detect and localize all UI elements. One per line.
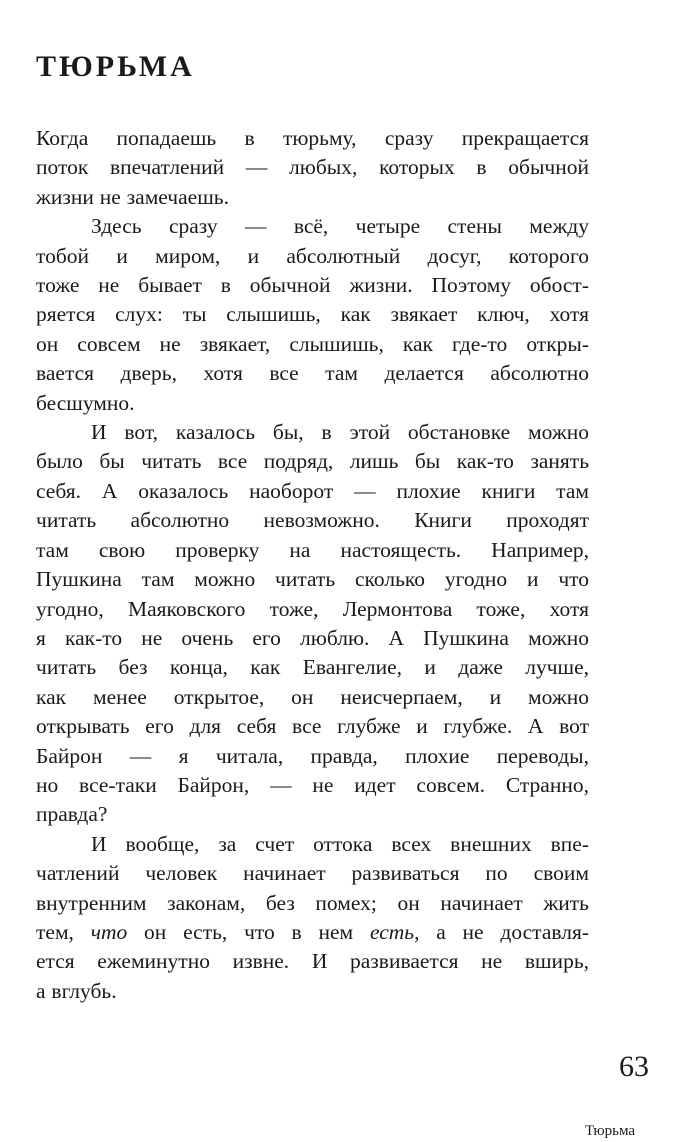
running-footer: Тюрьма (584, 1123, 635, 1139)
text-line: было бы читать все подряд, лишь бы как-то занять (36, 449, 589, 474)
text-line-with-italics (36, 918, 589, 947)
text-line: себя. А оказалось наоборот — плохие книги там (36, 478, 589, 503)
text-fragment: , а не доставля- (414, 919, 590, 944)
text-line: но все-таки Байрон, — не идет совсем. Странно, (36, 772, 589, 797)
text-line: чатлений человек начинает развиваться по своим (36, 861, 589, 886)
text-line: Когда попадаешь в тюрьму, сразу прекращается (36, 126, 589, 150)
text-line: я как-то не очень его люблю. А Пушкина можно (36, 625, 589, 650)
text-line: ется ежеминутно извне. И развивается не вширь, (36, 949, 589, 974)
text-line: он совсем не звякает, слышишь, как где-то откры- (36, 331, 589, 356)
text-line: как менее открытое, он неисчерпаем, и можно (36, 684, 589, 709)
text-line: там свою проверку на настоящесть. Например, (36, 537, 589, 562)
body-text (36, 124, 589, 1006)
text-line: правда? (36, 802, 108, 827)
text-line: ряется слух: ты слышишь, как звякает ключ, хотя (36, 302, 589, 327)
chapter-title: ТЮРЬМА (36, 50, 195, 83)
text-fragment: он есть, что в нем (127, 919, 370, 944)
text-line: Здесь сразу — всё, четыре стены между (91, 214, 589, 239)
text-line: И вообще, за счет оттока всех внешних впе- (91, 831, 589, 856)
italic-emphasis: что (90, 919, 128, 944)
text-line: угодно, Маяковского тоже, Лермонтова тоже, хотя (36, 596, 589, 621)
text-line: а вглубь. (36, 978, 117, 1003)
text-line: Байрон — я читала, правда, плохие переводы, (36, 743, 589, 768)
text-line: поток впечатлений — любых, которых в обычной (36, 155, 589, 180)
page-number: 63 (619, 1050, 649, 1083)
italic-emphasis: есть (369, 919, 415, 944)
text-line: вается дверь, хотя все там делается абсолютно (36, 361, 589, 386)
text-line: открывать его для себя все глубже и глубже. А вот (36, 714, 589, 739)
text-line: Пушкина там можно читать сколько угодно и что (36, 567, 589, 592)
text-line: тоже не бывает в обычной жизни. Поэтому обост- (36, 273, 589, 298)
text-line: читать без конца, как Евангелие, и даже лучше, (36, 655, 589, 680)
text-line: И вот, казалось бы, в этой обстановке можно (91, 420, 589, 445)
text-line: жизни не замечаешь. (36, 184, 229, 209)
text-line: бесшумно. (36, 390, 135, 415)
text-line: тобой и миром, и абсолютный досуг, которого (36, 243, 589, 268)
text-line: читать абсолютно невозможно. Книги проходят (36, 508, 589, 533)
text-fragment: тем, (36, 919, 91, 944)
text-line: внутренним законам, без помех; он начинает жить (36, 890, 589, 915)
